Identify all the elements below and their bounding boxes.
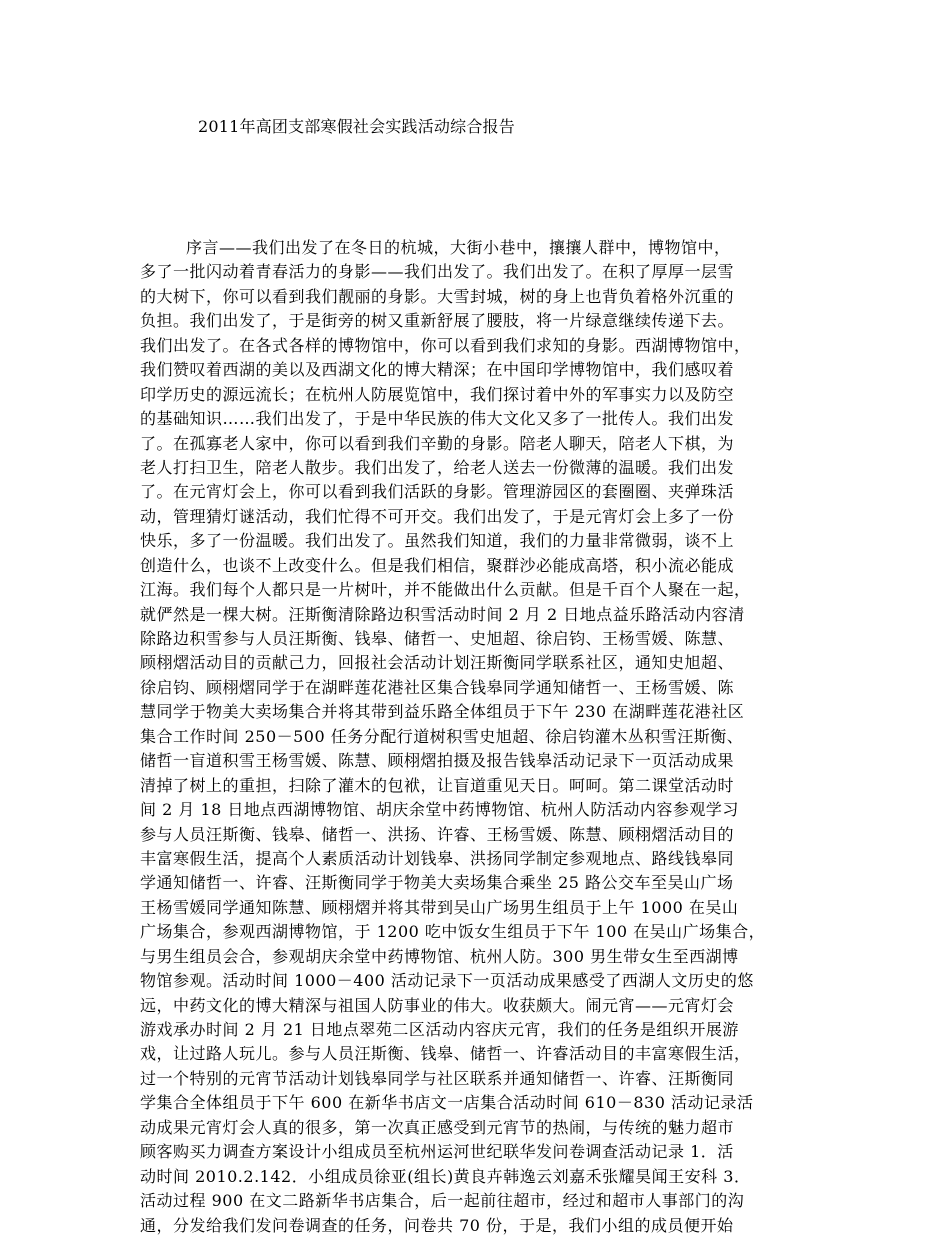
body-text-line: 广场集合，参观西湖博物馆，于 1200 吃中饭女生组员于下午 100 在吴山广场集合，	[140, 922, 766, 942]
body-text-line: 学集合全体组员于下午 600 在新华书店文一店集合活动时间 610－830 活动记录活	[140, 1093, 754, 1113]
body-text-line: 远，中药文化的博大精深与祖国人防事业的伟大。收获颇大。闹元宵——元宵灯会	[140, 995, 735, 1015]
body-text-line: 清掉了树上的重担，扫除了灌木的包袱，让盲道重见天日。呵呵。第二课堂活动时	[140, 775, 735, 795]
body-text-line: 顾客购买力调查方案设计小组成员至杭州运河世纪联华发问卷调查活动记录 1．活	[140, 1142, 734, 1162]
body-text-line: 了。在孤寡老人家中，你可以看到我们辛勤的身影。陪老人聊天，陪老人下棋，为	[140, 433, 735, 453]
body-text-line: 多了一批闪动着青春活力的身影——我们出发了。我们出发了。在积了厚厚一层雪	[140, 262, 735, 282]
body-text-line: 王杨雪媛同学通知陈慧、顾栩熠并将其带到吴山广场男生组员于上午 1000 在吴山	[140, 897, 739, 917]
body-text-line: 参与人员汪斯衡、钱皋、储哲一、洪扬、许睿、王杨雪媛、陈慧、顾栩熠活动目的	[140, 824, 735, 844]
body-text-line: 动，管理猜灯谜活动，我们忙得不可开交。我们出发了，于是元宵灯会上多了一份	[140, 506, 735, 526]
body-text-line: 动时间 2010.2.142．小组成员徐亚(组长)黄良卉韩逸云刘嘉禾张耀昊闻王安科 3．	[140, 1166, 751, 1186]
body-text-line: 老人打扫卫生，陪老人散步。我们出发了，给老人送去一份微薄的温暖。我们出发	[140, 457, 735, 477]
body-text-line: 与男生组员会合，参观胡庆余堂中药博物馆、杭州人防。300 男生带女生至西湖博	[140, 946, 739, 966]
body-text-line: 物馆参观。活动时间 1000－400 活动记录下一页活动成果感受了西湖人文历史的悠	[140, 971, 754, 991]
document-body	[140, 236, 812, 1238]
body-text-line: 徐启钧、顾栩熠同学于在湖畔莲花港社区集合钱皋同学通知储哲一、王杨雪媛、陈	[140, 677, 735, 697]
body-text-line: 游戏承办时间 2 月 21 日地点翠苑二区活动内容庆元宵，我们的任务是组织开展游	[140, 1020, 739, 1039]
body-text-line: 慧同学于物美大卖场集合并将其带到益乐路全体组员于下午 230 在湖畔莲花港社区	[140, 702, 745, 722]
body-text-line: 江海。我们每个人都只是一片树叶，并不能做出什么贡献。但是千百个人聚在一起，	[140, 580, 751, 600]
body-text-line: 我们赞叹着西湖的美以及西湖文化的博大精深；在中国印学博物馆中，我们感叹着	[140, 360, 735, 380]
body-text-line: 负担。我们出发了，于是街旁的树又重新舒展了腰肢，将一片绿意继续传递下去。	[140, 311, 735, 331]
body-text-line: 活动过程 900 在文二路新华书店集合，后一起前往超市，经过和超市人事部门的沟	[140, 1191, 745, 1211]
body-text-line: 通，分发给我们发问卷调查的任务，问卷共 70 份，于是，我们小组的成员便开始	[140, 1215, 734, 1235]
document-title: 2011年高团支部寒假社会实践活动综合报告	[198, 117, 515, 136]
body-text-line: 印学历史的源远流长；在杭州人防展览馆中，我们探讨着中外的军事实力以及防空	[140, 384, 735, 404]
body-text-line: 储哲一盲道积雪王杨雪媛、陈慧、顾栩熠拍摄及报告钱皋活动记录下一页活动成果	[140, 751, 735, 771]
body-text-line: 快乐，多了一份温暖。我们出发了。虽然我们知道，我们的力量非常微弱，谈不上	[140, 531, 735, 551]
body-text-line: 创造什么，也谈不上改变什么。但是我们相信，聚群沙必能成高塔，积小流必能成	[140, 555, 735, 575]
body-text-line: 动成果元宵灯会人真的很多，第一次真正感受到元宵节的热闹，与传统的魅力超市	[140, 1117, 735, 1137]
body-text-line: 了。在元宵灯会上，你可以看到我们活跃的身影。管理游园区的套圈圈、夹弹珠活	[140, 482, 735, 502]
body-text-line: 间 2 月 18 日地点西湖博物馆、胡庆余堂中药博物馆、杭州人防活动内容参观学习	[140, 800, 739, 820]
body-text-line: 的大树下，你可以看到我们靓丽的身影。大雪封城，树的身上也背负着格外沉重的	[140, 286, 735, 306]
body-text-line: 过一个特别的元宵节活动计划钱皋同学与社区联系并通知储哲一、许睿、汪斯衡同	[140, 1068, 735, 1088]
body-text-line: 丰富寒假生活，提高个人素质活动计划钱皋、洪扬同学制定参观地点、路线钱皋同	[140, 848, 735, 868]
body-text-line: 我们出发了。在各式各样的博物馆中，你可以看到我们求知的身影。西湖博物馆中，	[140, 335, 751, 355]
body-text-line: 序言——我们出发了在冬日的杭城，大街小巷中，攘攘人群中，博物馆中，	[186, 238, 731, 257]
body-text-line: 顾栩熠活动目的贡献己力，回报社会活动计划汪斯衡同学联系社区，通知史旭超、	[140, 653, 735, 673]
body-text-line: 的基础知识……我们出发了，于是中华民族的伟大文化又多了一批传人。我们出发	[140, 409, 735, 429]
body-text-line: 除路边积雪参与人员汪斯衡、钱皋、储哲一、史旭超、徐启钧、王杨雪媛、陈慧、	[140, 629, 735, 648]
body-text-line: 就俨然是一棵大树。汪斯衡清除路边积雪活动时间 2 月 2 日地点益乐路活动内容清	[140, 604, 745, 624]
body-text-line: 集合工作时间 250－500 任务分配行道树积雪史旭超、徐启钧灌木丛积雪汪斯衡、	[140, 726, 744, 746]
body-text-line: 戏，让过路人玩儿。参与人员汪斯衡、钱皋、储哲一、许睿活动目的丰富寒假生活，	[140, 1044, 751, 1064]
body-text-line: 学通知储哲一、许睿、汪斯衡同学于物美大卖场集合乘坐 25 路公交车至吴山广场	[140, 873, 734, 893]
